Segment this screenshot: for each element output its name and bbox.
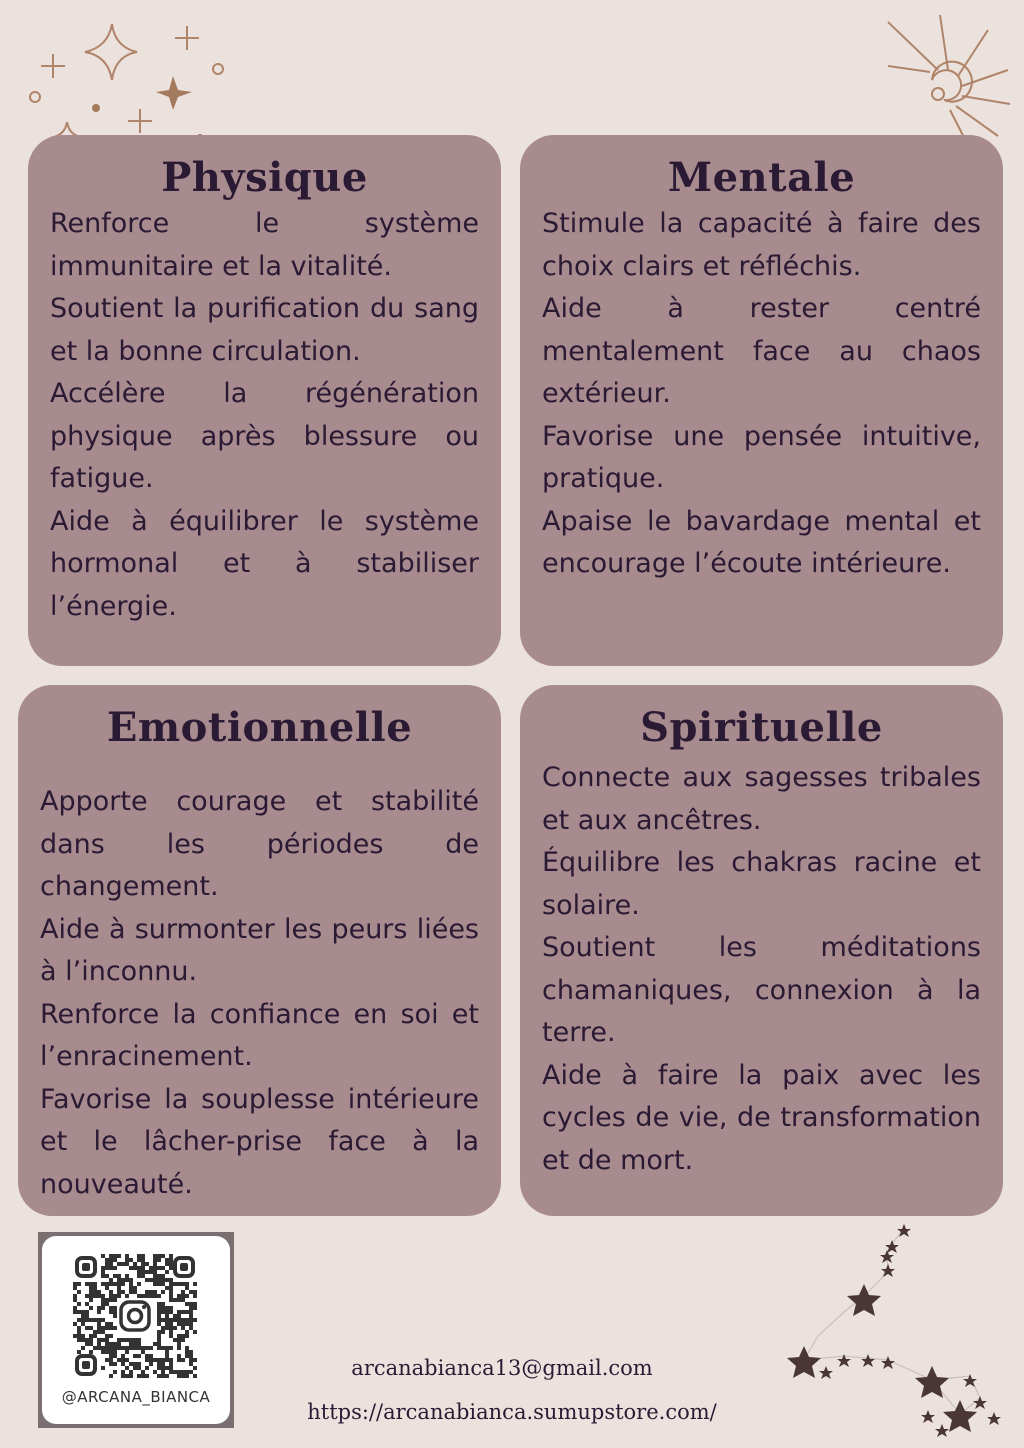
card-paragraph: Favorise la souplesse intérieure et le lâcher-prise face à la nouveauté.	[40, 1083, 479, 1200]
card-spirituelle	[520, 685, 1003, 1216]
card-paragraph: Accélère la régénération physique après blessure ou fatigue.	[50, 378, 479, 494]
contact-website[interactable]: https://arcanabianca.sumupstore.com/	[307, 1400, 717, 1424]
card-paragraph: Aide à équilibrer le système hormonal et à stabiliser l’énergie.	[50, 505, 479, 622]
card-paragraph: Équilibre les chakras racine et solaire.	[542, 847, 981, 921]
card-body-physique	[50, 203, 479, 628]
card-physique	[28, 135, 501, 666]
qr-code-card[interactable]	[38, 1232, 234, 1428]
card-paragraph: Renforce le système immunitaire et la vitalité.	[50, 208, 479, 282]
instagram-icon	[117, 1298, 153, 1334]
card-paragraph: Aide à rester centré mentalement face au chaos extérieur.	[542, 293, 981, 409]
card-paragraph: Renforce la confiance en soi et l’enracinement.	[40, 998, 479, 1072]
card-paragraph: Apaise le bavardage mental et encourage l’écoute intérieure.	[542, 505, 981, 579]
card-paragraph: Aide à surmonter les peurs liées à l’inconnu.	[40, 913, 479, 987]
instagram-handle: @ARCANA_BIANCA	[61, 1388, 211, 1406]
card-paragraph: Favorise une pensée intuitive, pratique.	[542, 420, 981, 494]
qr-code-panel	[42, 1236, 230, 1424]
card-title-spirituelle: Spirituelle	[640, 704, 883, 751]
constellation-decoration	[784, 1220, 1024, 1440]
card-paragraph: Soutient les méditations chamaniques, connexion à la terre.	[542, 932, 981, 1048]
card-body-emotionnelle	[40, 781, 479, 1206]
card-body-spirituelle	[542, 757, 981, 1182]
card-title-physique: Physique	[161, 154, 368, 201]
card-paragraph: Apporte courage et stabilité dans les périodes de changement.	[40, 786, 479, 902]
card-body-mentale	[542, 203, 981, 586]
contact-email[interactable]: arcanabianca13@gmail.com	[351, 1356, 653, 1380]
card-paragraph: Soutient la purification du sang et la bonne circulation.	[50, 293, 479, 367]
card-title-emotionnelle: Emotionnelle	[106, 704, 413, 751]
card-emotionnelle	[18, 685, 501, 1216]
card-paragraph: Aide à faire la paix avec les cycles de vie, de transformation et de mort.	[542, 1059, 981, 1176]
card-mentale	[520, 135, 1003, 666]
card-paragraph: Stimule la capacité à faire des choix clairs et réfléchis.	[542, 208, 981, 282]
card-paragraph: Connecte aux sagesses tribales et aux ancêtres.	[542, 762, 981, 836]
card-title-mentale: Mentale	[667, 154, 856, 201]
